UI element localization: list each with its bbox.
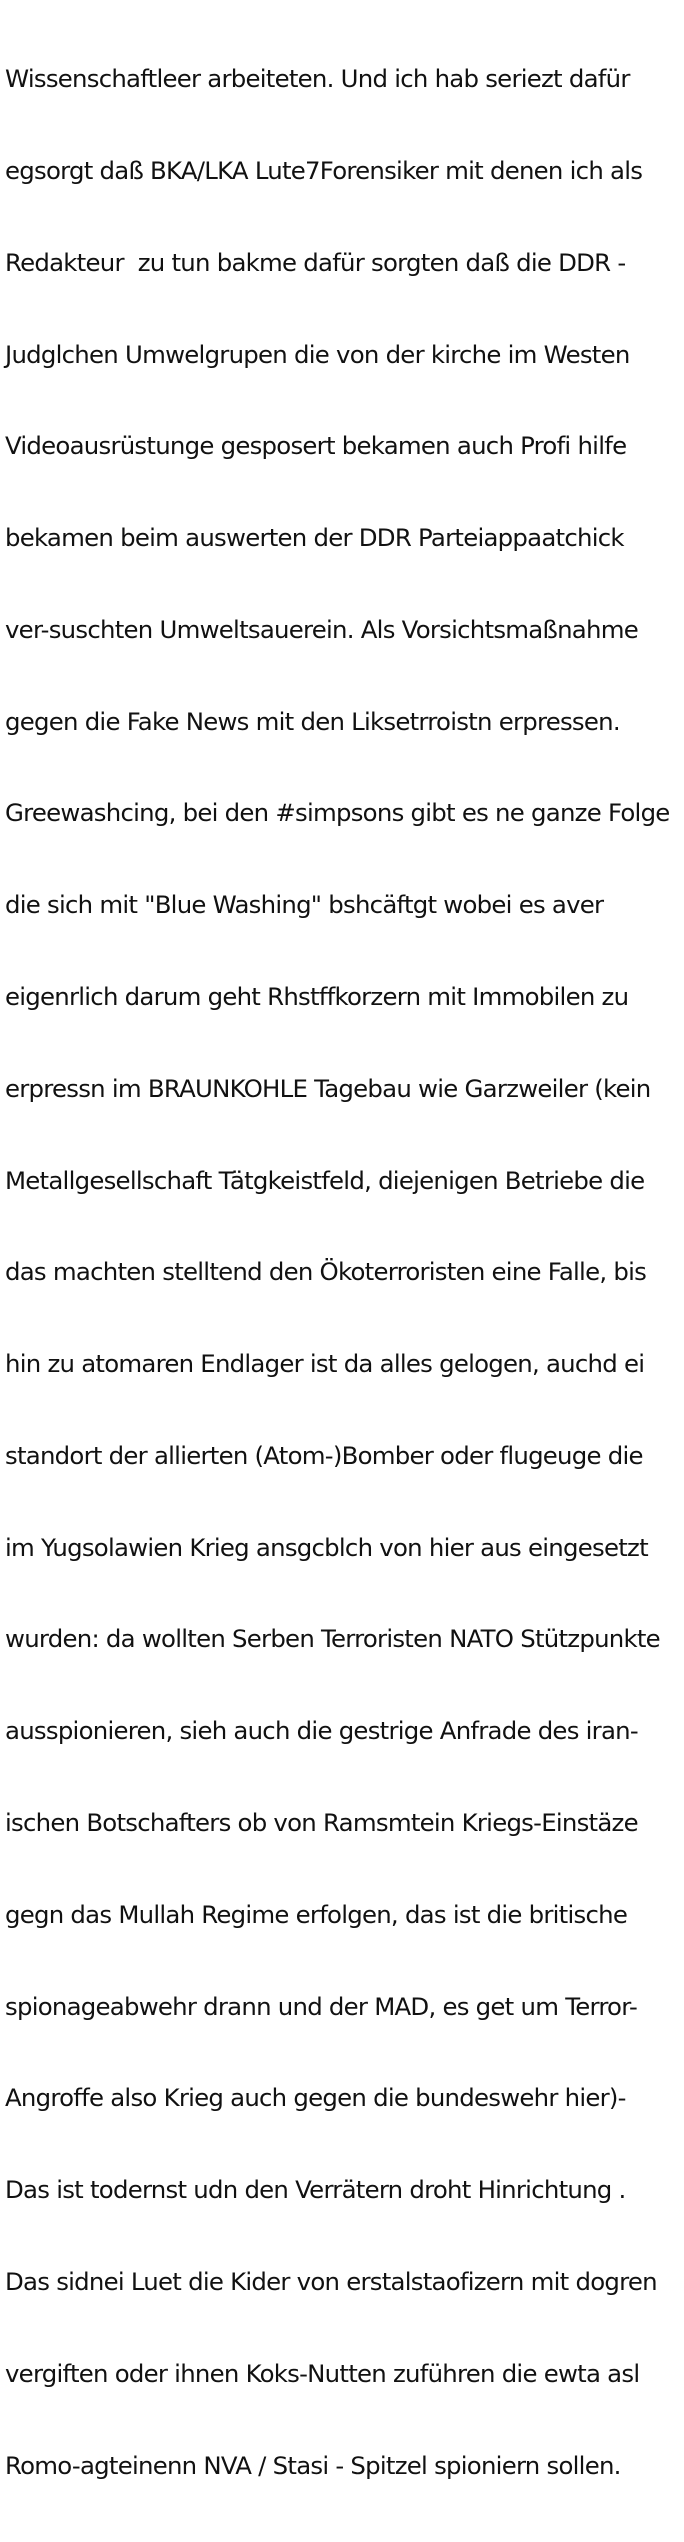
text-line-12: erpressn im BRAUNKOHLE Tagebau wie Garzweiler (kein: [5, 1073, 651, 1103]
text-line-27: Romo-agteinenn NVA / Stasi - Spitzel spioniern sollen.: [5, 2450, 621, 2480]
text-line-1: Wissenschaftleer arbeiteten. Und ich hab seriezt dafür: [5, 64, 630, 94]
text-line-4: Judglchen Umwelgrupen die von der kirche im Westen: [5, 339, 630, 369]
text-line-24: Das ist todernst udn den Verrätern droht Hinrichtung .: [5, 2175, 626, 2205]
text-line-16: standort der allierten (Atom-)Bomber oder flugeuge die: [5, 1440, 643, 1470]
text-line-6: bekamen beim auswerten der DDR Parteiappaatchick: [5, 523, 624, 553]
text-line-7: ver-suschten Umweltsauerein. Als Vorsichtsmaßnahme: [5, 614, 638, 644]
text-line-14: das machten stelltend den Ökoterroristen eine Falle, bis: [5, 1257, 647, 1287]
text-line-19: ausspionieren, sieh auch die gestrige Anfrade des iran-: [5, 1716, 638, 1746]
text-line-5: Videoausrüstunge gesposert bekamen auch Profi hilfe: [5, 431, 627, 461]
body-text: [5, 3, 684, 2542]
text-line-21: gegn das Mullah Regime erfolgen, das ist die britische: [5, 1899, 628, 1929]
text-line-3: Redakteur zu tun bakme dafür sorgten daß die DDR -: [5, 247, 626, 277]
text-line-17: im Yugsolawien Krieg ansgcblch von hier aus eingesetzt: [5, 1532, 648, 1562]
text-line-23: Angroffe also Krieg auch gegen die bundeswehr hier)-: [5, 2083, 626, 2113]
text-line-26: vergiften oder ihnen Koks-Nutten zuführen die ewta asl: [5, 2358, 640, 2388]
text-line-15: hin zu atomaren Endlager ist da alles gelogen, auchd ei: [5, 1349, 645, 1379]
text-line-2: egsorgt daß BKA/LKA Lute7Forensiker mit denen ich als: [5, 155, 643, 185]
text-line-25: Das sidnei Luet die Kider von erstalstaofizern mit dogren: [5, 2266, 657, 2296]
text-line-10: die sich mit "Blue Washing" bshcäftgt wobei es aver: [5, 890, 604, 920]
text-line-18: wurden: da wollten Serben Terroristen NATO Stützpunkte: [5, 1624, 660, 1654]
text-line-22: spionageabwehr drann und der MAD, es get um Terror-: [5, 1991, 638, 2021]
text-line-13: Metallgesellschaft Tätgkeistfeld, diejenigen Betriebe die: [5, 1165, 645, 1195]
text-line-20: ischen Botschafters ob von Ramsmtein Kriegs-Einstäze: [5, 1808, 638, 1838]
text-line-11: eigenrlich darum geht Rhstffkorzern mit Immobilen zu: [5, 982, 629, 1011]
text-line-8: gegen die Fake News mit den Liksetrroistn erpressen.: [5, 706, 620, 736]
text-line-9: Greewashcing, bei den #simpsons gibt es ne ganze Folge: [5, 798, 670, 828]
